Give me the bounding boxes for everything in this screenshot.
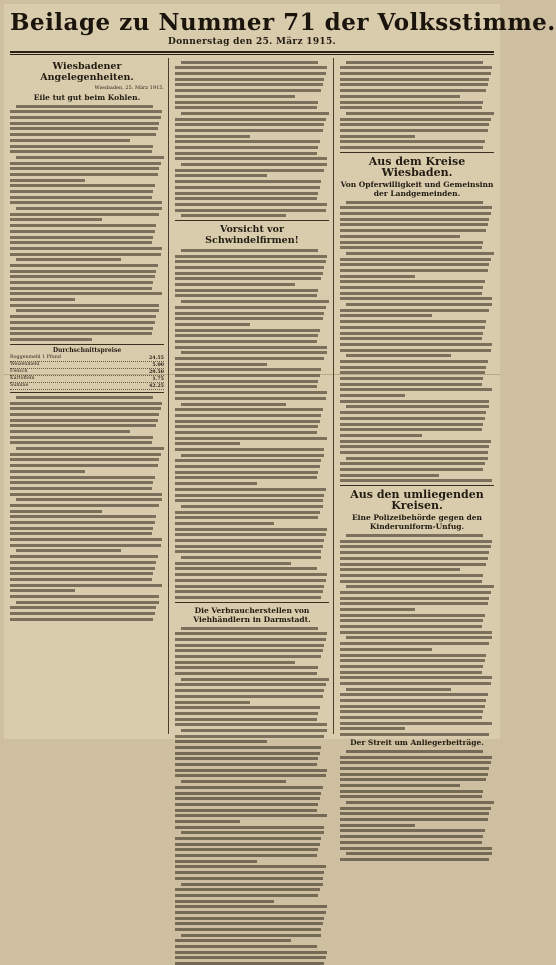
notice-title: Durchschnittspreise [52,346,122,354]
column-right [340,58,494,748]
article-text [340,534,494,736]
price-table [10,355,164,390]
article-title-opferwilligkeit: Von Opferwilligkeit und Gemeinsinn der Landgemeinden. [340,180,494,198]
article-text [175,249,329,599]
article-title-kinderuniform: Eine Polizeibehörde gegen den Kinderuniform-Unfug. [351,513,483,532]
dateline: Donnerstag den 25. März 1915. [168,37,336,47]
table-row: Weizenmehl 5.00 [10,361,164,368]
table-row: Fleisch 29.50 [10,368,164,375]
section-rule [175,220,329,221]
article-text [175,627,329,965]
article-text [340,201,494,483]
newspaper-page [4,4,556,748]
section-title-umliegende-kreise: Aus den umliegenden Kreisen. [350,488,484,513]
article-text [340,750,494,861]
columns [10,58,494,748]
paper-fold [4,374,500,375]
table-row: Kartoffeln 1.75 [10,375,164,382]
section-rule [340,152,494,153]
dateplace: Wiesbaden, 25. März 1915. [94,85,164,91]
column-middle [175,58,334,734]
section-title-schwindelfirmen: Vorsicht vor Schwindelfirmen! [205,224,299,247]
masthead-rule [10,51,494,53]
article-title-kohlen: Eile tut gut beim Kohlen. [33,93,141,102]
section-title-kreis-wiesbaden: Aus dem Kreise Wiesbaden. [368,155,466,179]
masthead-rule-thin [10,54,494,55]
article-title-viehhaendler: Die Verbraucherstellen von Viehhändlern in Darmstadt. [193,605,311,624]
column-left [10,58,169,734]
article-text [175,61,329,218]
masthead: Beilage zu Nummer 71 der Volksstimme. [10,9,556,36]
article-text [340,61,494,149]
notice-box [10,344,164,393]
table-row: Summe 42.25 [10,382,164,389]
section-rule [175,602,329,603]
section-title-wiesbaden: Wiesbadener Angelegenheiten. [40,61,134,83]
section-rule [340,485,494,486]
table-row: Roggenmehl 1 Pfund 24.55 [10,354,164,361]
article-text [10,396,164,621]
article-text [10,105,164,341]
article-title-anliegerbeitraege: Der Streit um Anliegerbeiträge. [350,738,484,748]
